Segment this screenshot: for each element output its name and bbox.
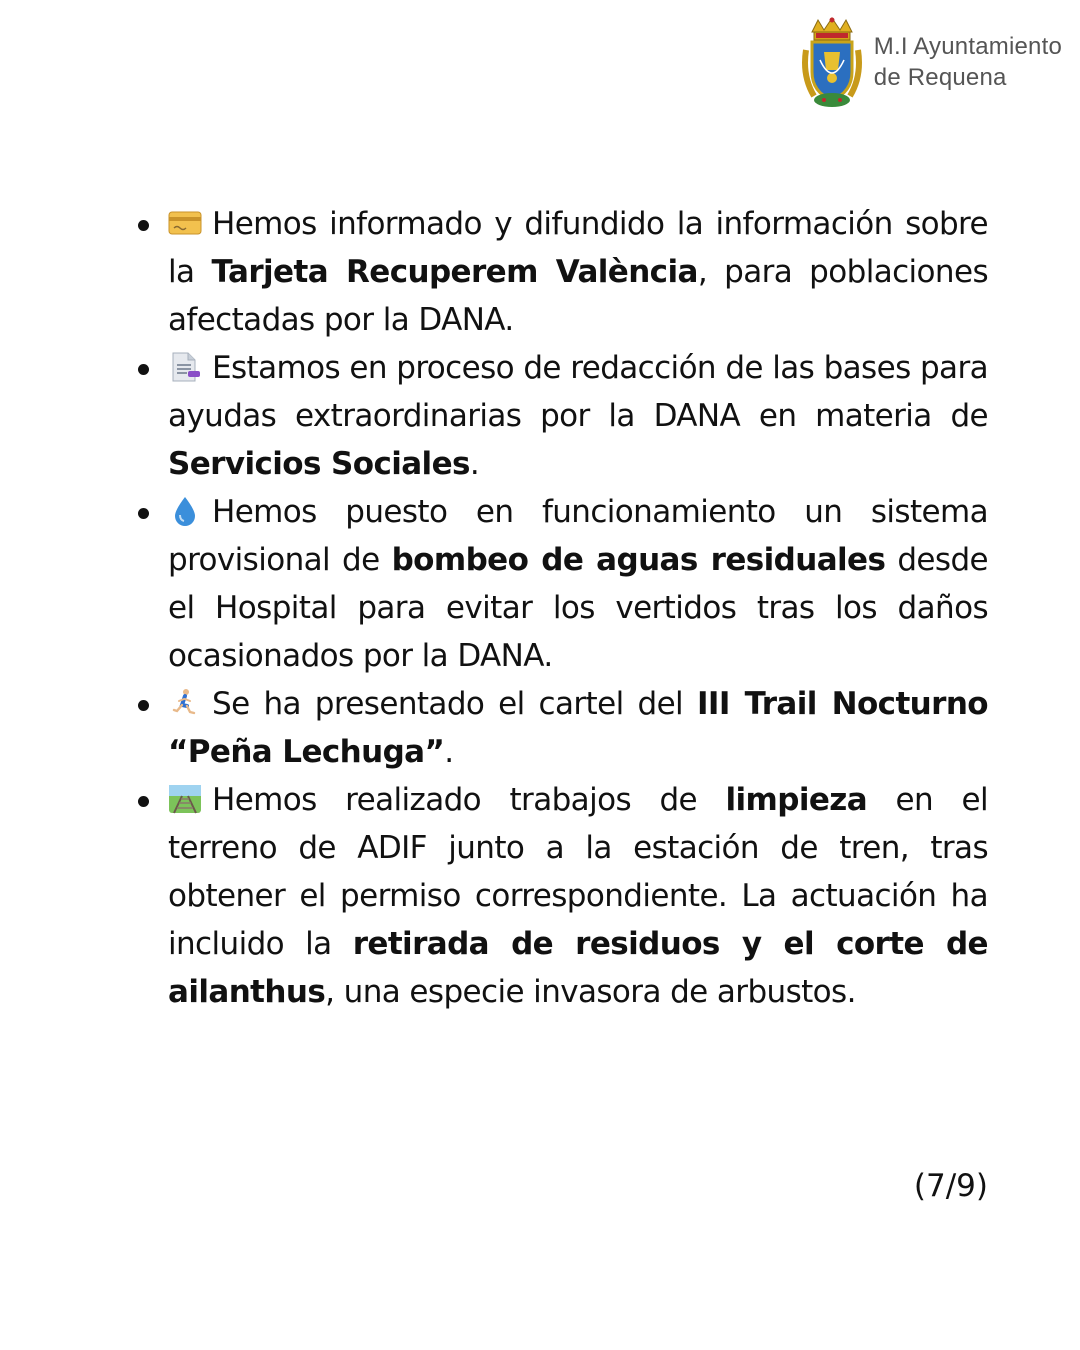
item-text: , una especie invasora de arbustos. — [325, 974, 856, 1010]
runner-icon — [168, 688, 202, 718]
item-text: Estamos en proceso de redacción de las bases para ayudas extraordinarias por la DANA en materia de — [168, 350, 988, 434]
list-item — [132, 680, 988, 776]
item-text: Hemos puesto en funcionamiento un sistema provisional de — [168, 494, 988, 578]
item-text: , para poblaciones afectadas por la DANA. — [168, 254, 988, 338]
org-name-line2: de Requena — [873, 64, 1007, 91]
news-list-container — [132, 200, 988, 1016]
header — [800, 16, 1062, 108]
org-name — [874, 31, 1062, 93]
item-bold-text: retirada de residuos y el corte de ailanthus — [168, 926, 988, 1010]
item-bold-text: III Trail Nocturno “Peña Lechuga” — [168, 686, 988, 770]
list-item — [132, 776, 988, 1016]
item-bold-text: Servicios Sociales — [168, 446, 470, 482]
item-text: desde el Hospital para evitar los vertidos tras los daños ocasionados por la DANA. — [168, 542, 988, 674]
org-name-line1: M.I Ayuntamiento — [873, 33, 1062, 60]
item-bold-text: bombeo de aguas residuales — [391, 542, 886, 578]
coat-of-arms-logo — [800, 16, 864, 108]
list-item — [132, 488, 988, 680]
credit-card-icon — [168, 208, 202, 238]
item-text: en el terreno de ADIF junto a la estación de tren, tras obtener el permiso correspondiente. La actuación ha incluido la — [168, 782, 989, 962]
page-number: (7/9) — [913, 1168, 988, 1204]
list-item — [132, 200, 988, 344]
item-text: Se ha presentado el cartel del — [212, 686, 697, 722]
item-bold-text: Tarjeta Recuperem València — [211, 254, 698, 290]
document-icon — [168, 352, 202, 382]
list-item — [132, 344, 988, 488]
railway-track-icon — [168, 784, 202, 814]
item-bold-text: limpieza — [725, 782, 868, 818]
droplet-icon — [168, 496, 202, 526]
item-text: . — [469, 446, 480, 482]
item-text: . — [444, 734, 454, 770]
news-list — [132, 200, 988, 1016]
item-text: Hemos informado y difundido la información sobre la — [168, 206, 988, 290]
item-text: Hemos realizado trabajos de — [212, 782, 726, 818]
